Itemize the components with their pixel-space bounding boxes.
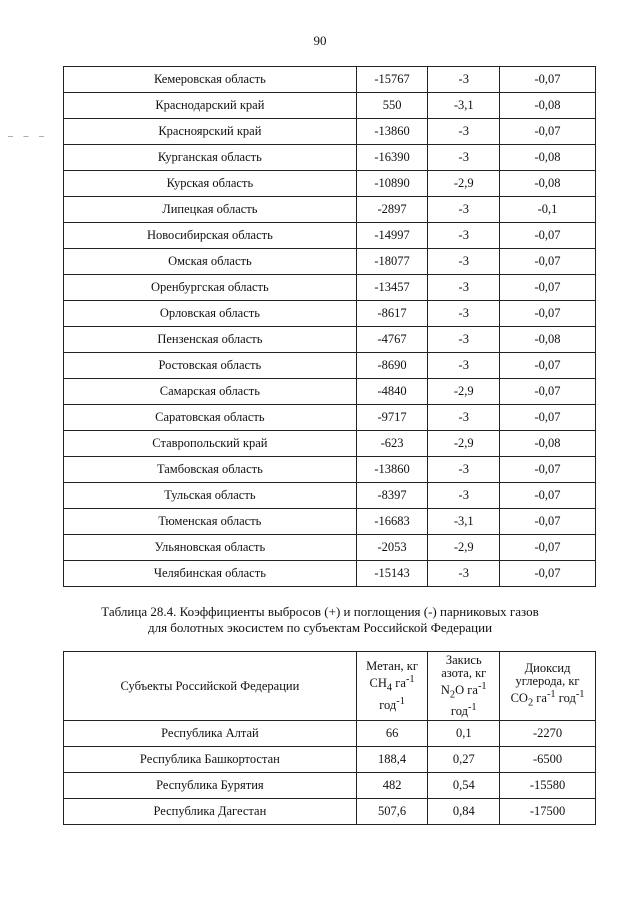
cell-nitrous-oxide: -3 xyxy=(428,405,500,431)
table-row xyxy=(64,223,596,249)
cell-methane: -15143 xyxy=(356,561,428,587)
cell-methane: 550 xyxy=(356,93,428,119)
page-number: 90 xyxy=(313,33,327,48)
cell-carbon-dioxide: -6500 xyxy=(500,747,596,773)
cell-nitrous-oxide: -3 xyxy=(428,275,500,301)
cell-carbon-dioxide: -0,07 xyxy=(500,379,596,405)
cell-subject: Тюменская область xyxy=(64,509,357,535)
cell-carbon-dioxide: -0,07 xyxy=(500,561,596,587)
cell-nitrous-oxide: -3 xyxy=(428,457,500,483)
cell-methane: -623 xyxy=(356,431,428,457)
header-nitrous-oxide: Закись азота, кг $N_2O$ $га^{-1}$ год$^{-1}$ xyxy=(428,652,500,721)
cell-carbon-dioxide: -0,07 xyxy=(500,301,596,327)
cell-carbon-dioxide: -0,07 xyxy=(500,457,596,483)
cell-methane: -8617 xyxy=(356,301,428,327)
cell-carbon-dioxide: -0,07 xyxy=(500,249,596,275)
cell-subject: Краснодарский край xyxy=(64,93,357,119)
table-row xyxy=(64,799,596,825)
cell-subject: Кемеровская область xyxy=(64,67,357,93)
table-row xyxy=(64,561,596,587)
cell-subject: Красноярский край xyxy=(64,119,357,145)
cell-subject: Челябинская область xyxy=(64,561,357,587)
cell-carbon-dioxide: -0,07 xyxy=(500,535,596,561)
header-methane: Метан, кг $CH_4$ $га^{-1}$ год$^{-1}$ xyxy=(356,652,428,721)
cell-nitrous-oxide: -3 xyxy=(428,67,500,93)
cell-methane: -2897 xyxy=(356,197,428,223)
table-row xyxy=(64,145,596,171)
cell-methane: -4767 xyxy=(356,327,428,353)
table-caption xyxy=(0,604,640,636)
cell-subject: Курская область xyxy=(64,171,357,197)
header-subject: Субъекты Российской Федерации xyxy=(64,652,357,721)
cell-methane: 507,6 xyxy=(356,799,428,825)
cell-methane: -4840 xyxy=(356,379,428,405)
table-row xyxy=(64,353,596,379)
cell-nitrous-oxide: -3 xyxy=(428,561,500,587)
cell-nitrous-oxide: -2,9 xyxy=(428,171,500,197)
table-row xyxy=(64,93,596,119)
table-row xyxy=(64,509,596,535)
cell-nitrous-oxide: -3 xyxy=(428,301,500,327)
cell-nitrous-oxide: -3 xyxy=(428,327,500,353)
cell-subject: Самарская область xyxy=(64,379,357,405)
caption-line-1: Таблица 28.4. Коэффициенты выбросов (+) и поглощения (-) парниковых газов xyxy=(101,604,539,619)
cell-subject: Орловская область xyxy=(64,301,357,327)
table-row xyxy=(64,405,596,431)
table-row xyxy=(64,379,596,405)
cell-subject: Курганская область xyxy=(64,145,357,171)
cell-carbon-dioxide: -0,07 xyxy=(500,353,596,379)
cell-subject: Омская область xyxy=(64,249,357,275)
cell-nitrous-oxide: -2,9 xyxy=(428,379,500,405)
table-row xyxy=(64,171,596,197)
cell-nitrous-oxide: -2,9 xyxy=(428,535,500,561)
cell-nitrous-oxide: -3 xyxy=(428,197,500,223)
cell-nitrous-oxide: 0,1 xyxy=(428,721,500,747)
table-row xyxy=(64,301,596,327)
cell-carbon-dioxide: -0,08 xyxy=(500,93,596,119)
cell-subject: Новосибирская область xyxy=(64,223,357,249)
cell-methane: -8690 xyxy=(356,353,428,379)
cell-nitrous-oxide: -3 xyxy=(428,223,500,249)
cell-methane: 66 xyxy=(356,721,428,747)
table-row xyxy=(64,119,596,145)
table-row xyxy=(64,721,596,747)
cell-methane: -8397 xyxy=(356,483,428,509)
cell-nitrous-oxide: 0,54 xyxy=(428,773,500,799)
cell-carbon-dioxide: -0,08 xyxy=(500,145,596,171)
emissions-table-body xyxy=(64,67,596,587)
cell-carbon-dioxide: -0,07 xyxy=(500,275,596,301)
table-row xyxy=(64,483,596,509)
table-row xyxy=(64,197,596,223)
cell-subject: Республика Бурятия xyxy=(64,773,357,799)
cell-carbon-dioxide: -0,08 xyxy=(500,171,596,197)
table-row xyxy=(64,457,596,483)
cell-methane: 482 xyxy=(356,773,428,799)
cell-nitrous-oxide: -3 xyxy=(428,249,500,275)
cell-nitrous-oxide: 0,27 xyxy=(428,747,500,773)
cell-nitrous-oxide: -3 xyxy=(428,353,500,379)
cell-nitrous-oxide: 0,84 xyxy=(428,799,500,825)
cell-subject: Республика Алтай xyxy=(64,721,357,747)
emissions-table-continued xyxy=(63,66,596,587)
cell-carbon-dioxide: -0,08 xyxy=(500,327,596,353)
cell-nitrous-oxide: -3 xyxy=(428,119,500,145)
table-row xyxy=(64,327,596,353)
cell-subject: Пензенская область xyxy=(64,327,357,353)
cell-subject: Саратовская область xyxy=(64,405,357,431)
cell-carbon-dioxide: -0,07 xyxy=(500,509,596,535)
caption-line-2: для болотных экосистем по субъектам Российской Федерации xyxy=(147,620,493,635)
header-carbon-dioxide: Диоксид углерода, кг $CO_2$ $га^{-1}$ год$^{-1}$ xyxy=(500,652,596,721)
cell-methane: -13860 xyxy=(356,119,428,145)
cell-carbon-dioxide: -0,07 xyxy=(500,483,596,509)
table-row xyxy=(64,275,596,301)
cell-carbon-dioxide: -0,07 xyxy=(500,67,596,93)
cell-methane: -18077 xyxy=(356,249,428,275)
table-row xyxy=(64,67,596,93)
margin-marks: – – – xyxy=(8,131,48,142)
table-row xyxy=(64,431,596,457)
cell-methane: -9717 xyxy=(356,405,428,431)
table-row xyxy=(64,747,596,773)
cell-methane: -13457 xyxy=(356,275,428,301)
cell-subject: Тамбовская область xyxy=(64,457,357,483)
cell-methane: -2053 xyxy=(356,535,428,561)
cell-carbon-dioxide: -17500 xyxy=(500,799,596,825)
cell-methane: -13860 xyxy=(356,457,428,483)
cell-nitrous-oxide: -3,1 xyxy=(428,509,500,535)
cell-subject: Оренбургская область xyxy=(64,275,357,301)
cell-methane: -14997 xyxy=(356,223,428,249)
cell-subject: Ростовская область xyxy=(64,353,357,379)
cell-subject: Республика Дагестан xyxy=(64,799,357,825)
wetland-table-body xyxy=(64,721,596,825)
cell-carbon-dioxide: -0,1 xyxy=(500,197,596,223)
cell-carbon-dioxide: -0,08 xyxy=(500,431,596,457)
cell-methane: -16390 xyxy=(356,145,428,171)
cell-carbon-dioxide: -0,07 xyxy=(500,405,596,431)
cell-nitrous-oxide: -3 xyxy=(428,145,500,171)
table-row xyxy=(64,249,596,275)
cell-carbon-dioxide: -2270 xyxy=(500,721,596,747)
table-row xyxy=(64,535,596,561)
cell-subject: Липецкая область xyxy=(64,197,357,223)
table-row xyxy=(64,773,596,799)
cell-methane: -16683 xyxy=(356,509,428,535)
cell-subject: Ставропольский край xyxy=(64,431,357,457)
cell-subject: Ульяновская область xyxy=(64,535,357,561)
cell-methane: -15767 xyxy=(356,67,428,93)
cell-carbon-dioxide: -0,07 xyxy=(500,119,596,145)
cell-methane: 188,4 xyxy=(356,747,428,773)
cell-subject: Республика Башкортостан xyxy=(64,747,357,773)
wetland-coefficients-table xyxy=(63,651,596,825)
cell-subject: Тульская область xyxy=(64,483,357,509)
cell-carbon-dioxide: -0,07 xyxy=(500,223,596,249)
cell-nitrous-oxide: -2,9 xyxy=(428,431,500,457)
cell-carbon-dioxide: -15580 xyxy=(500,773,596,799)
cell-nitrous-oxide: -3 xyxy=(428,483,500,509)
cell-nitrous-oxide: -3,1 xyxy=(428,93,500,119)
cell-methane: -10890 xyxy=(356,171,428,197)
header-row xyxy=(64,652,596,721)
